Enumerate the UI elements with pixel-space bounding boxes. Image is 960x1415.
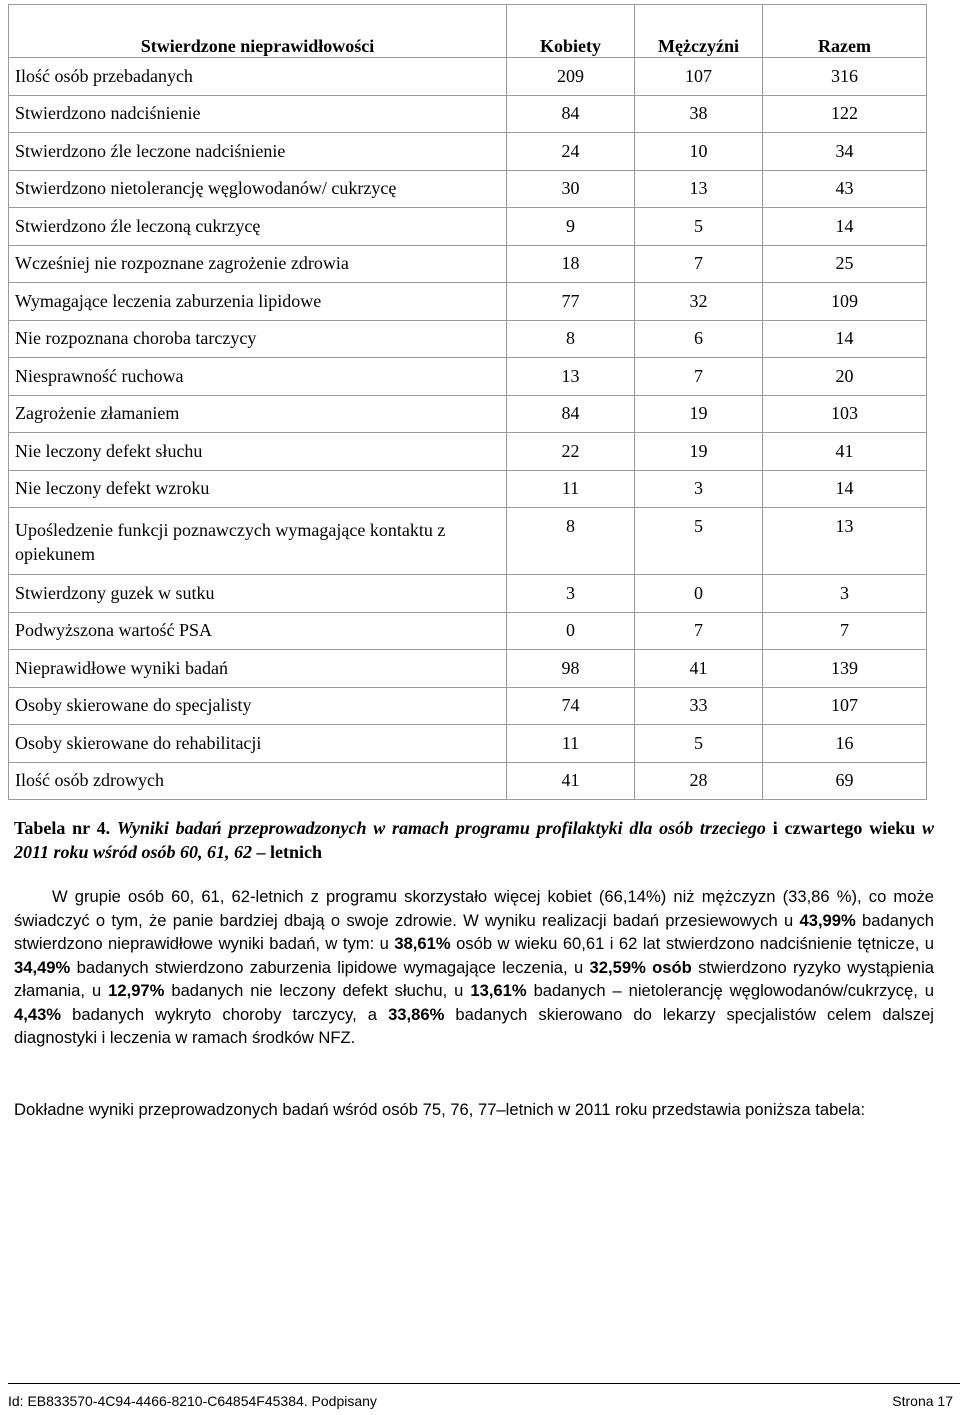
row-men-value: 6	[635, 320, 763, 358]
header-irregularities: Stwierdzone nieprawidłowości	[9, 5, 507, 58]
footer-divider	[8, 1383, 960, 1384]
row-label: Podwyższona wartość PSA	[9, 612, 507, 650]
row-label: Stwierdzono nietolerancję węglowodanów/ cukrzycę	[9, 170, 507, 208]
row-label: Nie leczony defekt wzroku	[9, 470, 507, 508]
para1-text-8: badanych wykryto choroby tarczycy, a	[61, 1004, 389, 1024]
table-row	[9, 245, 927, 283]
para1-value-1: 43,99%	[799, 910, 856, 930]
row-label: Stwierdzono źle leczoną cukrzycę	[9, 208, 507, 246]
table-row	[9, 433, 927, 471]
row-women-value: 9	[507, 208, 635, 246]
row-label: Wcześniej nie rozpoznane zagrożenie zdrowia	[9, 245, 507, 283]
row-men-value: 38	[635, 95, 763, 133]
table-row	[9, 650, 927, 688]
row-total-value: 14	[763, 320, 927, 358]
para1-value-7: 4,43%	[14, 1004, 62, 1024]
row-total-value: 13	[763, 508, 927, 575]
row-men-value: 107	[635, 58, 763, 96]
para1-value-6: 13,61%	[470, 981, 527, 1000]
row-total-value: 20	[763, 358, 927, 396]
row-women-value: 13	[507, 358, 635, 396]
row-men-value: 5	[635, 208, 763, 246]
row-men-value: 7	[635, 612, 763, 650]
table-row	[9, 208, 927, 246]
row-women-value: 24	[507, 133, 635, 171]
row-men-value: 5	[635, 725, 763, 763]
footer-document-id: Id: EB833570-4C94-4466-8210-C64854F45384. Podpisany	[8, 1393, 377, 1409]
table-row	[9, 283, 927, 321]
row-label: Osoby skierowane do rehabilitacji	[9, 725, 507, 763]
row-women-value: 30	[507, 170, 635, 208]
caption-bold-3: – letnich	[256, 842, 323, 862]
table-row	[9, 133, 927, 171]
row-label: Stwierdzono źle leczone nadciśnienie	[9, 133, 507, 171]
row-total-value: 7	[763, 612, 927, 650]
table-caption	[14, 816, 934, 864]
row-total-value: 316	[763, 58, 927, 96]
row-label: Upośledzenie funkcji poznawczych wymagające kontaktu z opiekunem	[9, 508, 507, 575]
header-men: Mężczyźni	[635, 5, 763, 58]
para1-text-7: badanych – nietolerancję węglowodanów/cukrzycę, u	[526, 981, 934, 1000]
caption-italic-2: w 2011 roku wśród osób 60, 61, 62	[14, 818, 935, 862]
row-women-value: 8	[507, 320, 635, 358]
row-men-value: 7	[635, 358, 763, 396]
table-row	[9, 358, 927, 396]
para1-text-9: badanych skierowano do lekarzy specjalistów celem dalszej diagnostyki i leczenia w ramach środków NFZ.	[14, 1004, 934, 1047]
header-total: Razem	[763, 5, 927, 58]
table-row	[9, 612, 927, 650]
row-total-value: 16	[763, 725, 927, 763]
row-women-value: 11	[507, 725, 635, 763]
intro-next-table-paragraph: Dokładne wyniki przeprowadzonych badań wśród osób 75, 76, 77–letnich w 2011 roku przedstawia poniższa tabela:	[14, 1100, 866, 1119]
results-table	[8, 4, 927, 800]
row-total-value: 41	[763, 433, 927, 471]
row-men-value: 10	[635, 133, 763, 171]
row-men-value: 41	[635, 650, 763, 688]
para1-text-5: stwierdzono ryzyko wystąpienia złamania, u	[14, 957, 934, 1000]
row-total-value: 25	[763, 245, 927, 283]
header-women: Kobiety	[507, 5, 635, 58]
para1-text-6: badanych nie leczony defekt słuchu, u	[164, 981, 471, 1000]
row-women-value: 11	[507, 470, 635, 508]
table-row	[9, 170, 927, 208]
caption-italic-1: Wyniki badań przeprowadzonych w ramach programu profilaktyki dla osób trzeciego	[116, 818, 766, 838]
table-row	[9, 508, 927, 575]
page-footer	[8, 1393, 953, 1409]
row-label: Ilość osób zdrowych	[9, 762, 507, 800]
row-women-value: 74	[507, 687, 635, 725]
para1-text-4: badanych stwierdzono zaburzenia lipidowe wymagające leczenia, u	[70, 957, 590, 977]
row-men-value: 28	[635, 762, 763, 800]
row-women-value: 77	[507, 283, 635, 321]
row-label: Ilość osób przebadanych	[9, 58, 507, 96]
row-total-value: 122	[763, 95, 927, 133]
row-label: Stwierdzony guzek w sutku	[9, 575, 507, 613]
row-men-value: 5	[635, 508, 763, 575]
row-total-value: 69	[763, 762, 927, 800]
para1-value-2: 38,61%	[394, 934, 451, 953]
row-label: Nie rozpoznana choroba tarczycy	[9, 320, 507, 358]
para1-value-8: 33,86%	[388, 1004, 445, 1024]
row-label: Zagrożenie złamaniem	[9, 395, 507, 433]
row-total-value: 107	[763, 687, 927, 725]
row-label: Stwierdzono nadciśnienie	[9, 95, 507, 133]
row-men-value: 0	[635, 575, 763, 613]
para1-value-5: 12,97%	[108, 981, 165, 1000]
table-header-row	[9, 5, 927, 58]
row-women-value: 84	[507, 395, 635, 433]
summary-paragraph	[14, 885, 934, 1050]
para1-text-3: osób w wieku 60,61 i 62 lat stwierdzono nadciśnienie tętnicze, u	[450, 934, 934, 953]
para1-value-4: 32,59% osób	[589, 957, 692, 977]
row-label: Nie leczony defekt słuchu	[9, 433, 507, 471]
row-label: Niesprawność ruchowa	[9, 358, 507, 396]
row-label: Osoby skierowane do specjalisty	[9, 687, 507, 725]
para1-text-1: W grupie osób 60, 61, 62-letnich z programu skorzystało więcej kobiet (66,14%) niż mężczyzn (33,86 %), co może świadczyć o tym, że panie bardziej dbają o swoje zdrowie. W wyniku realizacji badań przesiewowych u	[14, 887, 934, 930]
row-men-value: 19	[635, 433, 763, 471]
row-men-value: 3	[635, 470, 763, 508]
para1-value-3: 34,49%	[14, 957, 71, 977]
row-men-value: 7	[635, 245, 763, 283]
row-women-value: 98	[507, 650, 635, 688]
table-row	[9, 762, 927, 800]
table-row	[9, 395, 927, 433]
footer-page-number: Strona 17	[892, 1393, 953, 1409]
table-row	[9, 687, 927, 725]
caption-prefix: Tabela nr 4.	[14, 818, 111, 838]
table-row	[9, 320, 927, 358]
row-total-value: 139	[763, 650, 927, 688]
row-women-value: 209	[507, 58, 635, 96]
para1-text-2: badanych stwierdzono nieprawidłowe wyniki badań, w tym: u	[14, 910, 934, 953]
row-women-value: 84	[507, 95, 635, 133]
row-women-value: 18	[507, 245, 635, 283]
row-men-value: 13	[635, 170, 763, 208]
row-label: Nieprawidłowe wyniki badań	[9, 650, 507, 688]
row-men-value: 32	[635, 283, 763, 321]
row-men-value: 19	[635, 395, 763, 433]
table-row	[9, 470, 927, 508]
table-row	[9, 575, 927, 613]
row-total-value: 109	[763, 283, 927, 321]
caption-bold-2: i czwartego wieku	[772, 818, 916, 838]
row-women-value: 22	[507, 433, 635, 471]
row-women-value: 3	[507, 575, 635, 613]
table-row	[9, 95, 927, 133]
row-label: Wymagające leczenia zaburzenia lipidowe	[9, 283, 507, 321]
row-women-value: 41	[507, 762, 635, 800]
row-total-value: 103	[763, 395, 927, 433]
row-total-value: 14	[763, 470, 927, 508]
table-row	[9, 58, 927, 96]
row-total-value: 3	[763, 575, 927, 613]
row-total-value: 14	[763, 208, 927, 246]
row-women-value: 0	[507, 612, 635, 650]
row-total-value: 34	[763, 133, 927, 171]
row-men-value: 33	[635, 687, 763, 725]
table-body	[9, 58, 927, 800]
table-row	[9, 725, 927, 763]
row-women-value: 8	[507, 508, 635, 575]
row-total-value: 43	[763, 170, 927, 208]
